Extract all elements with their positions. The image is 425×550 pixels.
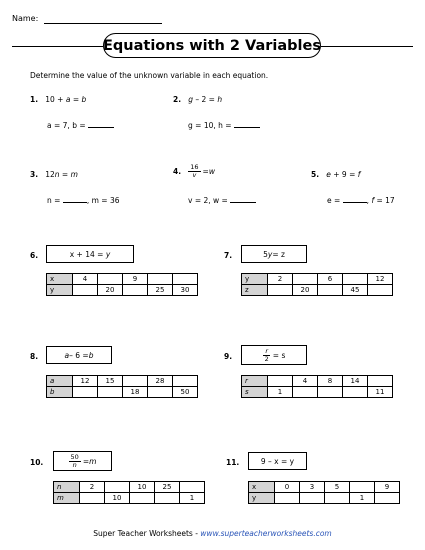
- problem-number: 9.: [224, 352, 233, 361]
- eq-var: r: [245, 377, 248, 385]
- eq-var: m: [89, 456, 97, 466]
- table-cell[interactable]: [98, 387, 123, 398]
- problem-8-table: [46, 375, 198, 398]
- eq-text: x + 14 =: [69, 249, 104, 259]
- problem-number: 7.: [224, 251, 233, 260]
- table-cell[interactable]: 10: [130, 482, 155, 493]
- problem-11-table: [248, 481, 400, 504]
- table-cell[interactable]: 18: [123, 387, 148, 398]
- eq-var: m: [57, 494, 64, 502]
- eq-var: v: [192, 171, 197, 179]
- table-cell[interactable]: 20: [98, 285, 123, 296]
- problem-9-equation-box: [241, 345, 307, 365]
- problem-7-table: [241, 273, 393, 296]
- table-cell[interactable]: [98, 274, 123, 285]
- fraction-numerator: 16: [190, 163, 199, 171]
- eq-var: n: [57, 483, 62, 491]
- problem-number: 3.: [30, 170, 39, 179]
- answer-text: v = 2, w =: [188, 196, 231, 205]
- table-cell[interactable]: [73, 387, 98, 398]
- table-cell[interactable]: 15: [98, 376, 123, 387]
- table-cell[interactable]: [293, 274, 318, 285]
- eq-var: h: [217, 95, 223, 104]
- eq-var: e: [326, 170, 331, 179]
- name-label: Name:: [12, 14, 39, 23]
- eq-var: f: [371, 196, 375, 205]
- table-row: [242, 387, 393, 398]
- table-row: [242, 285, 393, 296]
- problem-8-equation-box: [46, 346, 112, 364]
- problem-6-table: [46, 273, 198, 296]
- eq-var: n: [54, 170, 60, 179]
- table-cell[interactable]: 6: [318, 274, 343, 285]
- table-cell[interactable]: [318, 387, 343, 398]
- answer-text: g = 10, h =: [188, 121, 234, 130]
- table-cell[interactable]: [275, 493, 300, 504]
- problem-9-table: [241, 375, 393, 398]
- table-cell[interactable]: [123, 376, 148, 387]
- eq-text: =: [202, 167, 209, 176]
- table-cell[interactable]: [148, 274, 173, 285]
- row-label: z: [242, 285, 268, 296]
- problem-7-equation-box: [241, 245, 307, 263]
- table-row: [47, 274, 198, 285]
- fraction-denominator: 2: [264, 354, 269, 363]
- table-cell[interactable]: [293, 387, 318, 398]
- fraction: [188, 164, 200, 179]
- table-cell[interactable]: 12: [368, 274, 393, 285]
- answer-text: a = 7, b =: [47, 121, 89, 130]
- row-label: [242, 376, 268, 387]
- table-row: [242, 376, 393, 387]
- row-label: y: [47, 285, 73, 296]
- table-cell[interactable]: 20: [293, 285, 318, 296]
- problem-number: 1.: [30, 95, 39, 104]
- table-cell[interactable]: 1: [350, 493, 375, 504]
- answer-blank[interactable]: [343, 196, 367, 203]
- fraction-denominator: [71, 462, 79, 469]
- problem-3-equation: [30, 170, 78, 179]
- problem-1-equation: [30, 95, 86, 104]
- table-cell[interactable]: 45: [343, 285, 368, 296]
- row-label: y: [249, 493, 275, 504]
- problem-4-equation: [173, 164, 215, 179]
- eq-text: 9 – x = y: [260, 456, 295, 466]
- eq-var: y: [267, 249, 273, 259]
- row-label: x: [249, 482, 275, 493]
- eq-var: f: [357, 170, 361, 179]
- eq-var: w: [208, 167, 215, 176]
- table-row: [54, 482, 205, 493]
- page-title: Equations with 2 Variables: [103, 33, 321, 58]
- problem-number: 4.: [173, 167, 182, 176]
- table-cell[interactable]: 50: [173, 387, 198, 398]
- row-label: [54, 482, 80, 493]
- table-cell[interactable]: 2: [80, 482, 105, 493]
- eq-var: b: [88, 350, 94, 360]
- eq-text: = z: [272, 249, 285, 259]
- footer-brand: Super Teacher Worksheets -: [93, 529, 201, 538]
- eq-var: a: [65, 95, 71, 104]
- row-label: [54, 493, 80, 504]
- eq-var: b: [81, 95, 87, 104]
- answer-blank[interactable]: [63, 196, 87, 203]
- footer-link[interactable]: www.superteacherworksheets.com: [200, 529, 332, 538]
- table-cell[interactable]: [268, 285, 293, 296]
- answer-text: = 17: [374, 196, 395, 205]
- answer-text: e =: [327, 196, 343, 205]
- table-cell[interactable]: [300, 493, 325, 504]
- table-cell[interactable]: [368, 285, 393, 296]
- table-cell[interactable]: 9: [123, 274, 148, 285]
- table-row: [249, 493, 400, 504]
- answer-text: ,: [366, 196, 372, 205]
- table-cell[interactable]: 1: [268, 387, 293, 398]
- eq-text: – 6 =: [69, 350, 89, 360]
- title-rule-right: [321, 46, 413, 47]
- row-label: [47, 376, 73, 387]
- table-cell[interactable]: 10: [105, 493, 130, 504]
- table-cell[interactable]: [80, 493, 105, 504]
- table-cell[interactable]: [180, 482, 205, 493]
- fraction: [263, 348, 271, 363]
- eq-text: =: [59, 170, 71, 179]
- instructions: Determine the value of the unknown variable in each equation.: [30, 71, 269, 80]
- table-cell[interactable]: [173, 274, 198, 285]
- table-cell[interactable]: [318, 285, 343, 296]
- answer-text: , m = 36: [86, 196, 120, 205]
- eq-var: a: [50, 377, 55, 385]
- eq-text: 12: [45, 170, 55, 179]
- table-row: [47, 387, 198, 398]
- title-rule-left: [12, 46, 103, 47]
- problem-5-equation: [311, 170, 360, 179]
- problem-2-equation: [173, 95, 222, 104]
- table-cell[interactable]: 8: [318, 376, 343, 387]
- table-cell[interactable]: 30: [173, 285, 198, 296]
- row-label: [242, 387, 268, 398]
- eq-var: m: [70, 170, 78, 179]
- problem-5-answer: [327, 196, 395, 205]
- table-cell[interactable]: 3: [300, 482, 325, 493]
- problem-number: 11.: [226, 458, 240, 467]
- table-cell[interactable]: 28: [148, 376, 173, 387]
- table-row: [54, 493, 205, 504]
- answer-blank[interactable]: [234, 121, 260, 128]
- table-cell[interactable]: [350, 482, 375, 493]
- eq-var: y: [105, 249, 111, 259]
- name-blank-line[interactable]: [44, 23, 162, 24]
- table-cell[interactable]: 25: [148, 285, 173, 296]
- table-cell[interactable]: [130, 493, 155, 504]
- problem-number: 2.: [173, 95, 182, 104]
- table-cell[interactable]: 9: [375, 482, 400, 493]
- problem-10-table: [53, 481, 205, 504]
- eq-text: – 2 =: [193, 95, 218, 104]
- eq-text: 10 +: [45, 95, 66, 104]
- footer: [0, 529, 425, 538]
- eq-text: + 9 =: [330, 170, 358, 179]
- row-label: y: [242, 274, 268, 285]
- table-cell[interactable]: [368, 376, 393, 387]
- table-cell[interactable]: 1: [180, 493, 205, 504]
- eq-text: =: [82, 456, 90, 466]
- problem-10-equation-box: [53, 451, 112, 471]
- answer-blank[interactable]: [88, 121, 114, 128]
- problem-2-answer: [188, 121, 260, 130]
- problem-11-equation-box: [248, 452, 307, 470]
- table-cell[interactable]: [155, 493, 180, 504]
- table-cell[interactable]: 12: [73, 376, 98, 387]
- problem-number: 6.: [30, 251, 39, 260]
- fraction: [69, 454, 81, 469]
- table-row: [47, 376, 198, 387]
- table-cell[interactable]: 11: [368, 387, 393, 398]
- table-cell[interactable]: [343, 387, 368, 398]
- row-label: x: [47, 274, 73, 285]
- problem-6-equation-box: [46, 245, 134, 263]
- problem-number: 5.: [311, 170, 320, 179]
- table-cell[interactable]: 25: [155, 482, 180, 493]
- table-cell[interactable]: [343, 274, 368, 285]
- problem-number: 10.: [30, 458, 44, 467]
- table-row: [47, 285, 198, 296]
- eq-var: s: [245, 388, 249, 396]
- eq-text: = s: [272, 350, 286, 360]
- fraction-denominator: [190, 172, 198, 179]
- table-cell[interactable]: 4: [73, 274, 98, 285]
- eq-text: 5: [263, 249, 268, 259]
- eq-var: r: [265, 346, 269, 355]
- eq-var: a: [64, 350, 70, 360]
- table-row: [249, 482, 400, 493]
- table-cell[interactable]: [148, 387, 173, 398]
- table-cell[interactable]: [325, 493, 350, 504]
- table-cell[interactable]: 5: [325, 482, 350, 493]
- problem-1-answer: [47, 121, 114, 130]
- table-cell[interactable]: 4: [293, 376, 318, 387]
- fraction-numerator: 50: [70, 452, 79, 461]
- problem-number: 8.: [30, 352, 39, 361]
- table-cell[interactable]: [375, 493, 400, 504]
- eq-var: g: [188, 95, 193, 104]
- table-cell[interactable]: [268, 376, 293, 387]
- answer-blank[interactable]: [230, 196, 256, 203]
- answer-text: n =: [47, 196, 63, 205]
- table-cell[interactable]: [173, 376, 198, 387]
- eq-var: n: [72, 460, 77, 469]
- eq-var: b: [50, 388, 55, 396]
- table-row: [242, 274, 393, 285]
- table-cell[interactable]: 0: [275, 482, 300, 493]
- eq-text: =: [70, 95, 82, 104]
- row-label: [47, 387, 73, 398]
- table-cell[interactable]: 2: [268, 274, 293, 285]
- table-cell[interactable]: [73, 285, 98, 296]
- problem-4-answer: [188, 196, 256, 205]
- table-cell[interactable]: [123, 285, 148, 296]
- problem-3-answer: [47, 196, 119, 205]
- table-cell[interactable]: 14: [343, 376, 368, 387]
- table-cell[interactable]: [105, 482, 130, 493]
